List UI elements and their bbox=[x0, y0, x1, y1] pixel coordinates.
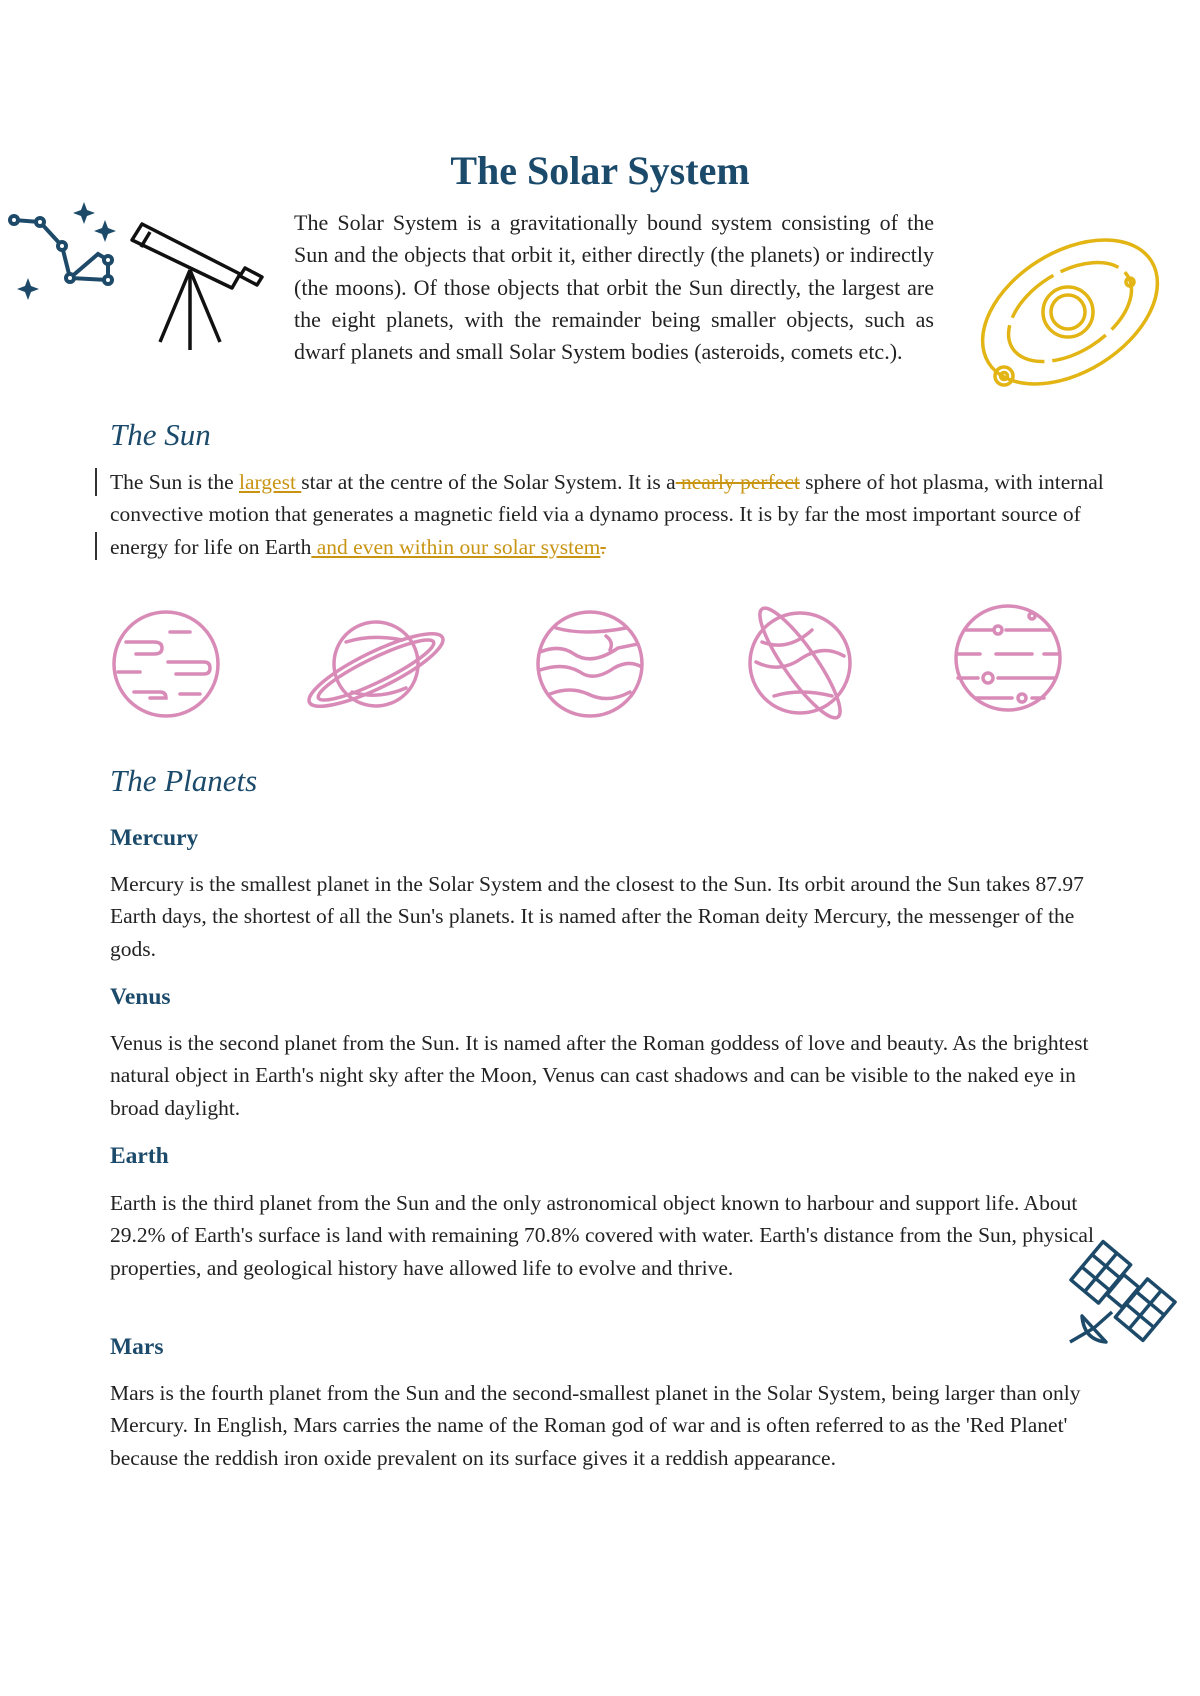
page-title: The Solar System bbox=[450, 148, 750, 193]
venus-paragraph: Venus is the second planet from the Sun. It is named after the Roman goddess of love and beauty. As the brightest natural object in Earth's night sky after the Moon, Venus can cast shadows and can be visible to the naked eye in broad daylight. bbox=[110, 1031, 1089, 1120]
planets-heading: The Planets bbox=[110, 763, 258, 798]
planet-icon-1 bbox=[110, 608, 222, 720]
planet-icon-4 bbox=[740, 600, 860, 726]
inserted-text: largest bbox=[239, 470, 302, 494]
intro-paragraph: The Solar System is a gravitationally bound system consisting of the Sun and the objects that orbit it, either directly (the planets) or indirectly (the moons). Of those objects that orbit the Sun directly, the largest are the eight planets, with the remainder being smaller objects, such as dwarf planets and small Solar System bodies (asteroids, comets etc.). bbox=[294, 210, 934, 365]
sun-text-2: star at the centre of the Solar System. It is a bbox=[301, 470, 676, 494]
earth-paragraph: Earth is the third planet from the Sun and the only astronomical object known to harbour and support life. About 29.2% of Earth's surface is land with remaining 70.8% covered with water. Earth's distance from the Sun, physical properties, and geological history have allowed life to evolve and thrive. bbox=[110, 1191, 1094, 1280]
sun-text-1: The Sun is the bbox=[110, 470, 239, 494]
inserted-text: and even within our solar system bbox=[311, 534, 601, 559]
sun-paragraph bbox=[110, 466, 1110, 563]
mars-paragraph: Mars is the fourth planet from the Sun and the second-smallest planet in the Solar System, being larger than only Mercury. In English, Mars carries the name of the Roman god of war and is often referred to as the 'Red Planet' because the reddish iron oxide prevalent on its surface gives it a reddish appearance. bbox=[110, 1381, 1081, 1470]
mars-heading: Mars bbox=[110, 1334, 164, 1360]
constellation-icon bbox=[10, 208, 120, 308]
telescope-icon bbox=[128, 222, 268, 352]
deleted-text: . bbox=[600, 534, 606, 559]
planet-icon-5 bbox=[952, 602, 1064, 714]
mercury-heading: Mercury bbox=[110, 825, 199, 851]
sun-text-3: sphere of hot plasma, with internal convective motion that generates a magnetic field via a dynamo process. It is by far the most important source of energy for life on Earth bbox=[110, 470, 1104, 559]
planet-icon-3 bbox=[534, 608, 646, 720]
mercury-paragraph: Mercury is the smallest planet in the Solar System and the closest to the Sun. Its orbit around the Sun takes 87.97 Earth days, the shortest of all the Sun's planets. It is named after the Roman deity Mercury, the messenger of the gods. bbox=[110, 872, 1084, 961]
orbit-icon bbox=[970, 238, 1170, 398]
change-bar bbox=[95, 532, 97, 560]
planet-icon-2 bbox=[302, 608, 450, 720]
satellite-icon bbox=[1060, 1232, 1186, 1350]
sun-heading: The Sun bbox=[110, 417, 211, 452]
deleted-text: nearly perfect bbox=[675, 470, 800, 494]
earth-heading: Earth bbox=[110, 1143, 169, 1169]
venus-heading: Venus bbox=[110, 984, 171, 1010]
change-bar bbox=[95, 468, 97, 496]
